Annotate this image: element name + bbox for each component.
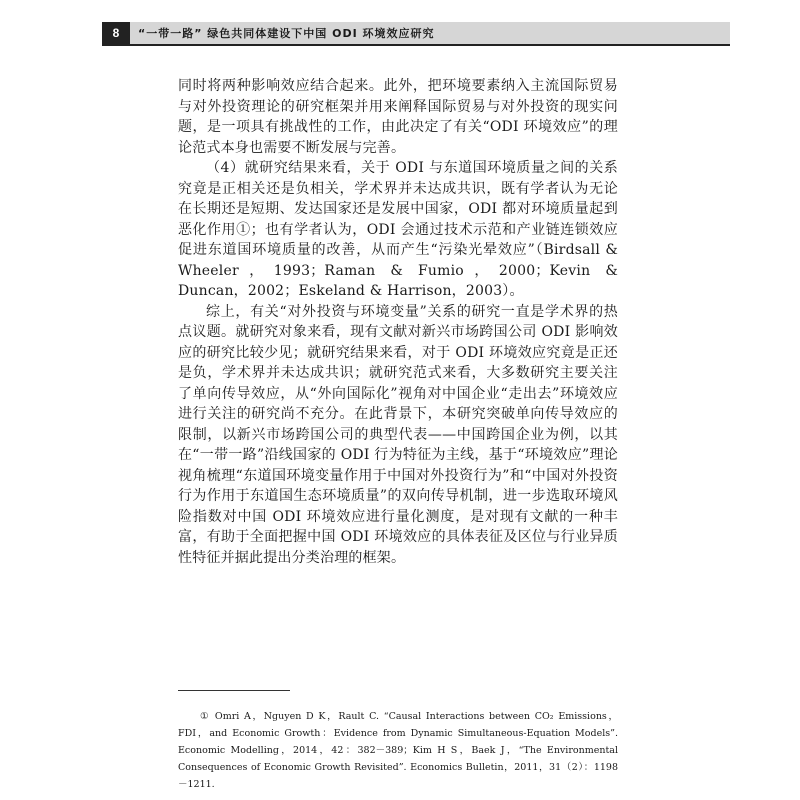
footnote-divider [178, 690, 290, 691]
page-number: 8 [102, 22, 130, 44]
footnote: ① Omri A，Nguyen D K，Rault C. “Causal Interactions between CO₂ Emissions，FDI，and Economic Growth：Evidence from Dynamic Simultaneous-Equation Models”. Economic Modelling，2014，42：382－389；Kim H S，Baek J，“The Environmental Consequences of Economic Growth Revisited”. Economics Bulletin，2011，31（2）：1198－1211. [178, 711, 618, 790]
paragraph-continuation: 同时将两种影响效应结合起来。此外，把环境要素纳入主流国际贸易与对外投资理论的研究框架并用来阐释国际贸易与对外投资的现实问题，是一项具有挑战性的工作，由此决定了有关“ODI 环境效应”的理论范式本身也需要不断发展与完善。 [178, 78, 618, 156]
running-title: “一带一路” 绿色共同体建设下中国 ODI 环境效应研究 [130, 22, 730, 44]
body-text [178, 76, 618, 568]
paragraph-research-results: （4）就研究结果来看，关于 ODI 与东道国环境质量之间的关系究竟是正相关还是负相关，学术界并未达成共识，既有学者认为无论在长期还是短期、发达国家还是发展中国家，ODI 都对环境质量起到恶化作用①；也有学者认为，ODI 会通过技术示范和产业链连锁效应促进东道国环境质量的改善，从而产生“污染光晕效应”（Birdsall & Wheeler，1993；Raman & Fumio，2000；Kevin & Duncan，2002；Eskeland & Harrison，2003）。 [178, 160, 618, 299]
paragraph-summary: 综上，有关“对外投资与环境变量”关系的研究一直是学术界的热点议题。就研究对象来看，现有文献对新兴市场跨国公司 ODI 影响效应的研究比较少见；就研究结果来看，对于 ODI 环境效应究竟是正还是负，学术界并未达成共识；就研究范式来看，大多数研究主要关注了单向传导效应，从“外向国际化”视角对中国企业“走出去”环境效应进行关注的研究尚不充分。在此背景下，本研究突破单向传导效应的限制，以新兴市场跨国公司的典型代表——中国跨国企业为例，以其在“一带一路”沿线国家的 ODI 行为特征为主线，基于“环境效应”理论视角梳理“东道国环境变量作用于中国对外投资行为”和“中国对外投资行为作用于东道国生态环境质量”的双向传导机制，进一步选取环境风险指数对中国 ODI 环境效应进行量化测度，是对现有文献的一种丰富，有助于全面把握中国 ODI 环境效应的具体表征及区位与行业异质性特征并据此提出分类治理的框架。 [178, 303, 618, 566]
running-header [102, 22, 730, 46]
